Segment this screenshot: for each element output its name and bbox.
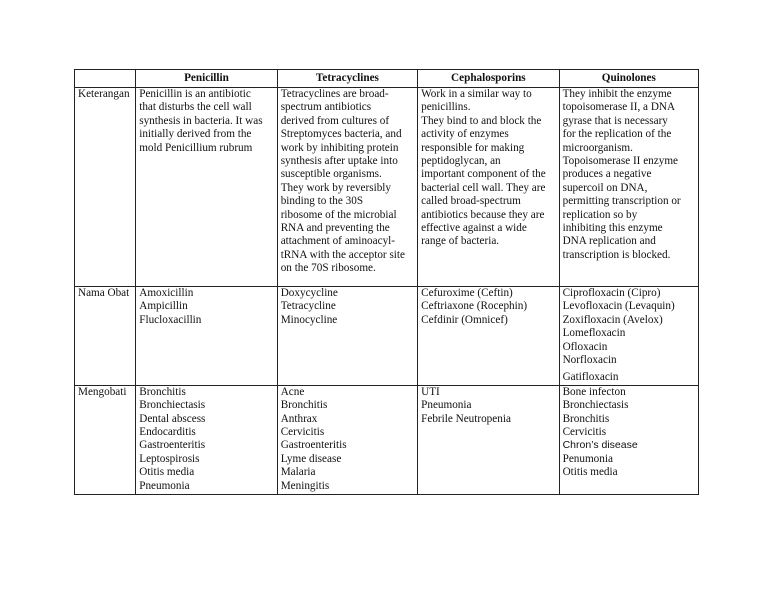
cell-line: Bronchiectasis: [139, 399, 206, 412]
header-cell-penicillin: Penicillin: [136, 70, 277, 88]
cell-line: Meningitis: [280, 479, 330, 492]
cell-line: attachment of aminoacyl-: [280, 235, 396, 248]
row-label: Keterangan: [75, 88, 136, 287]
cell-line: Chron’s disease: [562, 439, 638, 452]
cell-line: Bronchitis: [562, 412, 610, 425]
cell-line: Tetracycline: [280, 300, 336, 313]
cell-line: Leptospirosis: [139, 452, 200, 465]
cell-line: They bind to and block the: [421, 114, 542, 127]
cell-line: Ciprofloxacin (Cipro): [562, 287, 661, 299]
cell-line: Levofloxacin (Levaquin): [562, 300, 675, 313]
cell-line: bacterial cell wall. They are: [421, 181, 546, 194]
cell-line: RNA and preventing the: [280, 222, 390, 235]
antibiotics-table: [74, 69, 699, 495]
cell-line: Malaria: [280, 466, 316, 479]
cell-line: on the 70S ribosome.: [280, 262, 376, 275]
cell-line: Penumonia: [562, 452, 613, 465]
header-cell-cephalosporins: Cephalosporins: [418, 70, 559, 88]
cell-line: Cefuroxime (Ceftin): [421, 287, 513, 299]
cell-line: Otitis media: [139, 466, 195, 479]
cell-line: ribosome of the microbial: [280, 208, 397, 221]
cell-line: Work in a similar way to: [421, 88, 532, 100]
cell-line: activity of enzymes: [421, 128, 509, 141]
cell-line: susceptible organisms.: [280, 168, 382, 181]
cell-line: Flucloxacillin: [139, 313, 202, 326]
cell-line: Endocarditis: [139, 426, 196, 439]
drug-names-row: [75, 287, 699, 386]
cell-line: They inhibit the enzyme: [562, 88, 672, 100]
cell-line: Acne: [280, 385, 305, 398]
cell-line: Ceftriaxone (Rocephin): [421, 300, 528, 313]
cell-line: topoisomerase II, a DNA: [562, 101, 676, 114]
cell-line: Pneumonia: [139, 479, 190, 492]
cell-line: Norfloxacin: [562, 354, 617, 367]
cell-line: Ampicillin: [139, 300, 188, 313]
cell-line: responsible for making: [421, 141, 525, 154]
cell-line: supercoil on DNA,: [562, 181, 648, 194]
cell-line: Lyme disease: [280, 452, 342, 465]
cell-line: Otitis media: [562, 466, 618, 479]
cell-line: Gastroenteritis: [280, 439, 347, 452]
cell-line: peptidoglycan, an: [421, 155, 501, 168]
cell-line: Penicillin is an antibiotic: [139, 88, 251, 100]
cell-line: derived from cultures of: [280, 114, 390, 127]
cell-line: Cefdinir (Omnicef): [421, 313, 508, 326]
description-row: [75, 88, 699, 287]
cell-line: Cervicitis: [280, 426, 325, 439]
cell-line: Anthrax: [280, 412, 318, 425]
cell-line: antibiotics because they are: [421, 208, 545, 221]
cell-line: mold Penicillium rubrum: [139, 141, 253, 154]
cell-line: Ofloxacin: [562, 340, 608, 353]
cell-line: Cervicitis: [562, 426, 607, 439]
cell-line: Bronchitis: [280, 399, 328, 412]
cell-line: Amoxicillin: [139, 287, 194, 299]
header-cell-tetracyclines: Tetracyclines: [277, 70, 417, 88]
table-cell: [277, 287, 417, 386]
row-label: Mengobati: [75, 385, 136, 494]
cell-line: inhibiting this enzyme: [562, 222, 663, 235]
table-cell: [136, 88, 277, 287]
cell-line: Bronchitis: [139, 385, 186, 398]
cell-line: penicillins.: [421, 101, 471, 114]
cell-line: Pneumonia: [421, 399, 472, 412]
cell-line: UTI: [421, 385, 440, 398]
cell-line: Topoisomerase II enzyme: [562, 155, 678, 168]
table-cell: [277, 385, 417, 494]
cell-line: important component of the: [421, 168, 546, 181]
cell-line: work by inhibiting protein: [280, 141, 399, 154]
table-cell: [418, 385, 559, 494]
treats-row: [75, 385, 699, 494]
cell-line: They work by reversibly: [280, 181, 391, 194]
cell-line: synthesis after uptake into: [280, 155, 398, 168]
table-cell: [559, 385, 698, 494]
row-label: Nama Obat: [75, 287, 136, 386]
cell-line: Lomefloxacin: [562, 327, 626, 340]
cell-line: range of bacteria.: [421, 235, 500, 248]
cell-line: Doxycycline: [280, 287, 338, 299]
table-cell: [418, 88, 559, 287]
cell-line: initially derived from the: [139, 128, 252, 141]
cell-line: microorganism.: [562, 141, 633, 154]
table-header-row: [75, 70, 699, 88]
cell-line: binding to the 30S: [280, 195, 364, 208]
header-cell-empty: [75, 70, 136, 88]
cell-line: Streptomyces bacteria, and: [280, 128, 402, 141]
cell-line: tRNA with the acceptor site: [280, 248, 405, 261]
cell-line: synthesis in bacteria. It was: [139, 114, 263, 127]
table-cell: [559, 287, 698, 386]
table-cell: [277, 88, 417, 287]
cell-line: Minocycline: [280, 313, 338, 326]
cell-line: transcription is blocked.: [562, 248, 671, 261]
cell-line: Bone infecton: [562, 385, 626, 398]
cell-line: Bronchiectasis: [562, 399, 629, 412]
cell-line: DNA replication and: [562, 235, 656, 248]
cell-line: permitting transcription or: [562, 195, 681, 208]
cell-line: Febrile Neutropenia: [421, 412, 511, 425]
cell-line: gyrase that is necessary: [562, 114, 668, 127]
cell-line: for the replication of the: [562, 128, 672, 141]
header-cell-quinolones: Quinolones: [559, 70, 698, 88]
cell-line: Gastroenteritis: [139, 439, 206, 452]
table-cell: [136, 287, 277, 386]
cell-line: Zoxifloxacin (Avelox): [562, 313, 663, 326]
cell-line: called broad-spectrum: [421, 195, 521, 208]
cell-line: replication so by: [562, 208, 638, 221]
cell-line: Dental abscess: [139, 412, 206, 425]
cell-line: that disturbs the cell wall: [139, 101, 252, 114]
cell-line: produces a negative: [562, 168, 652, 181]
cell-line: Gatifloxacin: [562, 371, 619, 384]
table-cell: [418, 287, 559, 386]
table-cell: [136, 385, 277, 494]
cell-line: effective against a wide: [421, 222, 527, 235]
table-cell: [559, 88, 698, 287]
cell-line: Tetracyclines are broad-: [280, 88, 389, 100]
cell-line: spectrum antibiotics: [280, 101, 372, 114]
